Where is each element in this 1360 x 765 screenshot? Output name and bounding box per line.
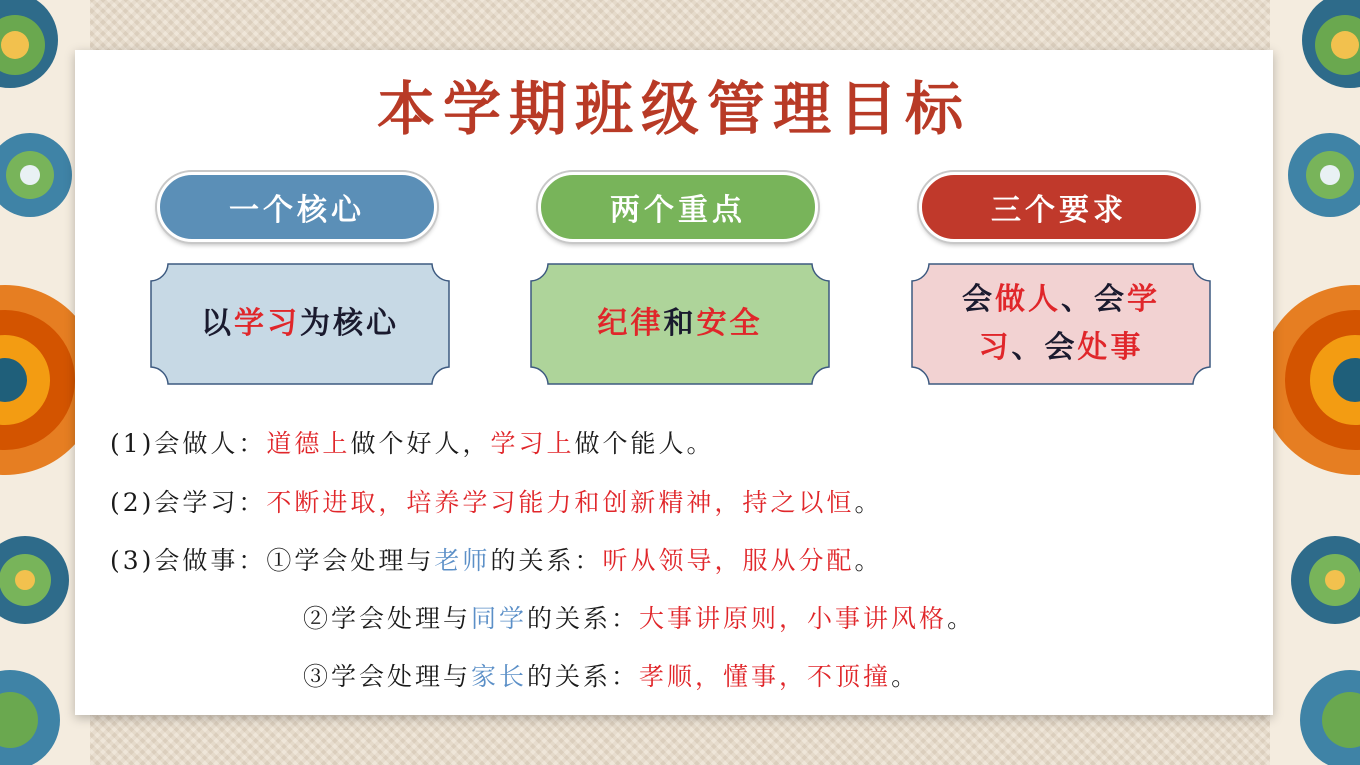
plain-text: (2)会学习： [110,488,267,517]
text-line-5 [303,657,919,693]
relation-text: 家长 [471,662,528,691]
box-text [911,276,1211,372]
slide-title: 本学期班级管理目标 [376,75,971,143]
plain-text: 会 [962,282,995,317]
plain-text: 。 [891,662,920,691]
box-core [150,263,450,385]
plain-text: 、会 [1061,282,1127,317]
box-text [576,300,785,348]
pill-core: 一个核心 [157,172,437,242]
plain-text: 的关系： [527,604,640,633]
right-floral-border [1270,0,1360,765]
box-text [179,300,421,348]
highlight-text: 学习 [234,306,300,341]
highlight-text: 学习上 [490,429,575,458]
plain-text: 的关系： [490,546,603,575]
plain-text: ③学会处理与 [303,662,472,691]
plain-text: 。 [854,488,883,517]
pill-focus: 两个重点 [538,172,818,242]
plain-text: 为核心 [300,306,399,341]
plain-text: 以 [201,306,234,341]
highlight-text: 不断进取，培养学习能力和创新精神，持之以恒 [266,488,855,517]
plain-text: 、会 [1011,330,1078,365]
plain-text: 做个好人， [350,429,491,458]
relation-text: 同学 [471,604,528,633]
plain-text: (3)会做事：①学会处理与 [110,546,435,575]
plain-text: ②学会处理与 [303,604,472,633]
highlight-text: 听从领导，服从分配 [602,546,855,575]
plain-text: 。 [854,546,883,575]
plain-text: 的关系： [527,662,640,691]
text-line-4 [303,599,975,635]
plain-text: (1)会做人： [110,429,267,458]
highlight-text: 安全 [696,306,763,341]
highlight-text: 学习 [978,282,1160,365]
text-line-2 [110,483,882,519]
plain-text: 。 [947,604,976,633]
box-requirements [911,263,1211,385]
highlight-text: 道德上 [266,429,351,458]
relation-text: 老师 [434,546,491,575]
text-line-3 [110,541,882,577]
highlight-text: 孝顺，懂事，不顶撞 [639,662,892,691]
plain-text: 做个能人。 [574,429,715,458]
text-line-1 [110,424,714,460]
highlight-text: 大事讲原则，小事讲风格 [639,604,948,633]
box-focus [530,263,830,385]
highlight-text: 纪律 [597,306,664,341]
plain-text: 和 [663,306,697,341]
highlight-text: 做人 [995,282,1061,317]
highlight-text: 处事 [1077,330,1144,365]
pill-requirements: 三个要求 [919,172,1199,242]
slide-card [75,50,1273,715]
